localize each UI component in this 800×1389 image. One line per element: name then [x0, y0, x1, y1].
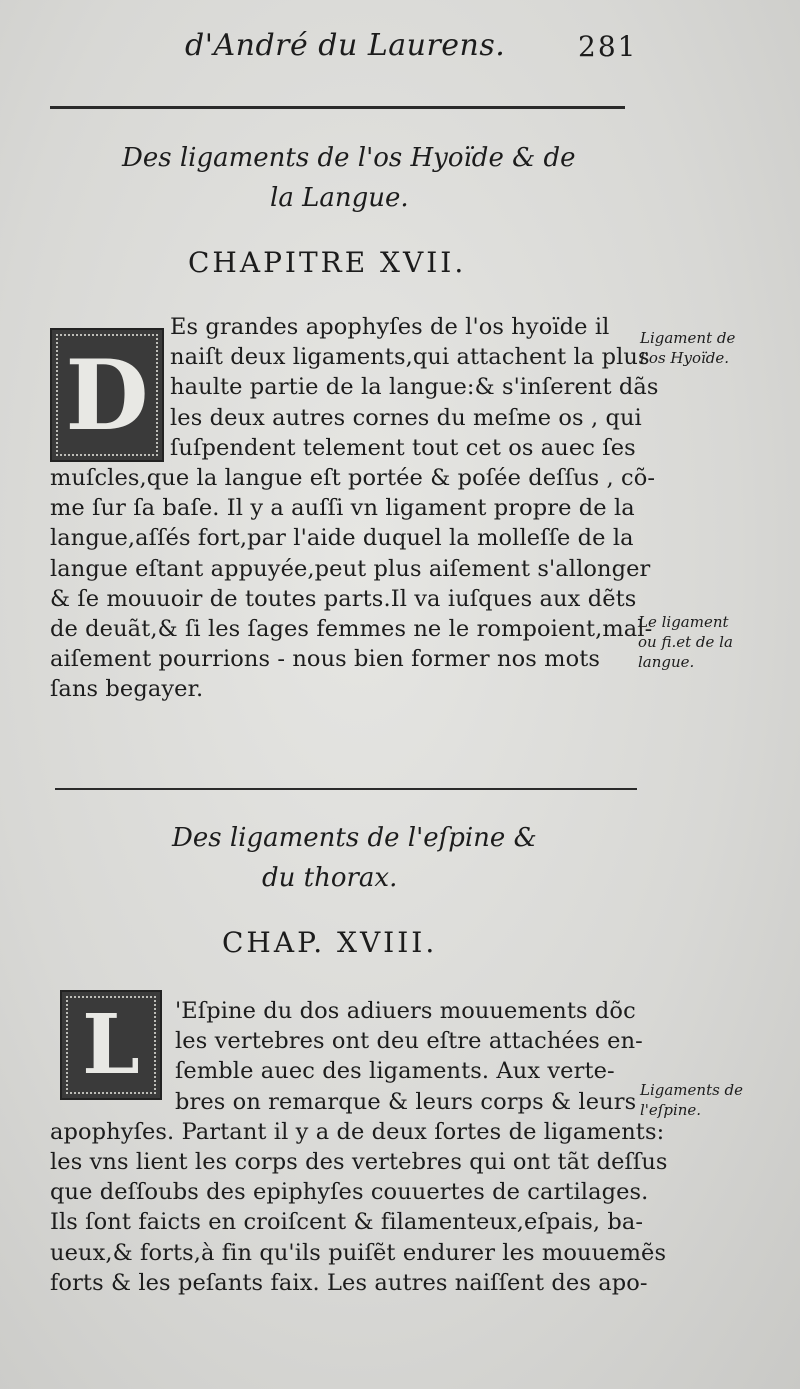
text-line: forts & les peſants faix. Les autres naiſſent des apo-	[50, 1269, 648, 1296]
text-line: Es grandes apophyſes de l'os hyoïde il	[170, 314, 610, 340]
section-rule	[55, 788, 637, 790]
section-title-line-2: du thorax.	[262, 863, 398, 893]
margin-note-line: Ligament de	[640, 329, 736, 347]
margin-note-line: langue.	[638, 653, 695, 671]
text-line: 'Eſpine du dos adiuers mouuements dõc	[175, 998, 636, 1024]
text-line: ſemble auec des ligaments. Aux verte-	[175, 1058, 615, 1085]
section-title-line-1: Des ligaments de l'eſpine &	[172, 823, 537, 853]
text-line: ueux,& forts,à fin qu'ils puiſẽt endurer les mouuemẽs	[50, 1239, 667, 1266]
header-rule	[50, 106, 625, 109]
section-title-line-2: la Langue.	[270, 183, 409, 213]
text-line: langue,aſſés fort,par l'aide duquel la molleſſe de la	[50, 525, 634, 552]
text-line: les vertebres ont deu eſtre attachées en-	[175, 1028, 643, 1055]
drop-cap-letter: L	[82, 997, 140, 1093]
text-line: bres on remarque & leurs corps & leurs	[175, 1088, 637, 1115]
text-line: Ils ſont faicts en croiſcent & filamenteux,eſpais, ba-	[50, 1209, 644, 1236]
text-line: aiſement pourrions - nous bien former nos mots	[50, 646, 601, 673]
text-line: ſans begayer.	[50, 676, 204, 703]
text-line: muſcles,que la langue eſt portée & poſée deſſus , cõ-	[50, 465, 656, 492]
margin-note	[640, 1080, 743, 1120]
running-title: d'André du Laurens.	[185, 28, 506, 63]
text-line: apophyſes. Partant il y a de deux ſortes de ligaments:	[50, 1118, 665, 1145]
section-title-line-1: Des ligaments de l'os Hyoïde & de	[122, 143, 576, 173]
margin-note-line: ou fi.et de la	[638, 633, 733, 651]
margin-note	[640, 328, 735, 368]
margin-note	[638, 612, 733, 672]
chapter-heading: CHAPITRE XVII.	[188, 246, 467, 279]
text-line: langue eſtant appuyée,peut plus aiſement s'allonger	[50, 555, 651, 582]
text-line: les vns lient les corps des vertebres qui ont tãt deſſus	[50, 1149, 668, 1176]
paragraph-chapter-17	[50, 312, 659, 705]
text-line: me ſur ſa baſe. Il y a auſſi vn ligament propre de la	[50, 495, 635, 522]
margin-note-line: Le ligament	[638, 613, 729, 631]
text-line: haulte partie de la langue:& s'inſerent dãs	[170, 374, 659, 401]
margin-note-line: l'os Hyoïde.	[640, 349, 730, 367]
text-line: & ſe mouuoir de toutes parts.Il va iuſques aux dẽts	[50, 585, 637, 612]
text-line: que deſſoubs des epiphyſes couuertes de cartilages.	[50, 1179, 649, 1206]
chapter-heading: CHAP. XVIII.	[222, 926, 438, 959]
margin-note-line: l'eſpine.	[640, 1101, 702, 1119]
drop-cap-letter: D	[65, 338, 149, 452]
text-line: naiſt deux ligaments,qui attachent la plus	[170, 344, 650, 371]
paragraph-chapter-18	[50, 996, 668, 1298]
text-line: ſuſpendent telement tout cet os auec ſes	[170, 434, 636, 461]
text-line: de deuãt,& ſi les ſages femmes ne le rompoient,mal-	[50, 616, 653, 643]
page-number: 281	[578, 30, 638, 63]
text-line: les deux autres cornes du meſme os , qui	[170, 404, 642, 431]
margin-note-line: Ligaments de	[640, 1081, 744, 1099]
